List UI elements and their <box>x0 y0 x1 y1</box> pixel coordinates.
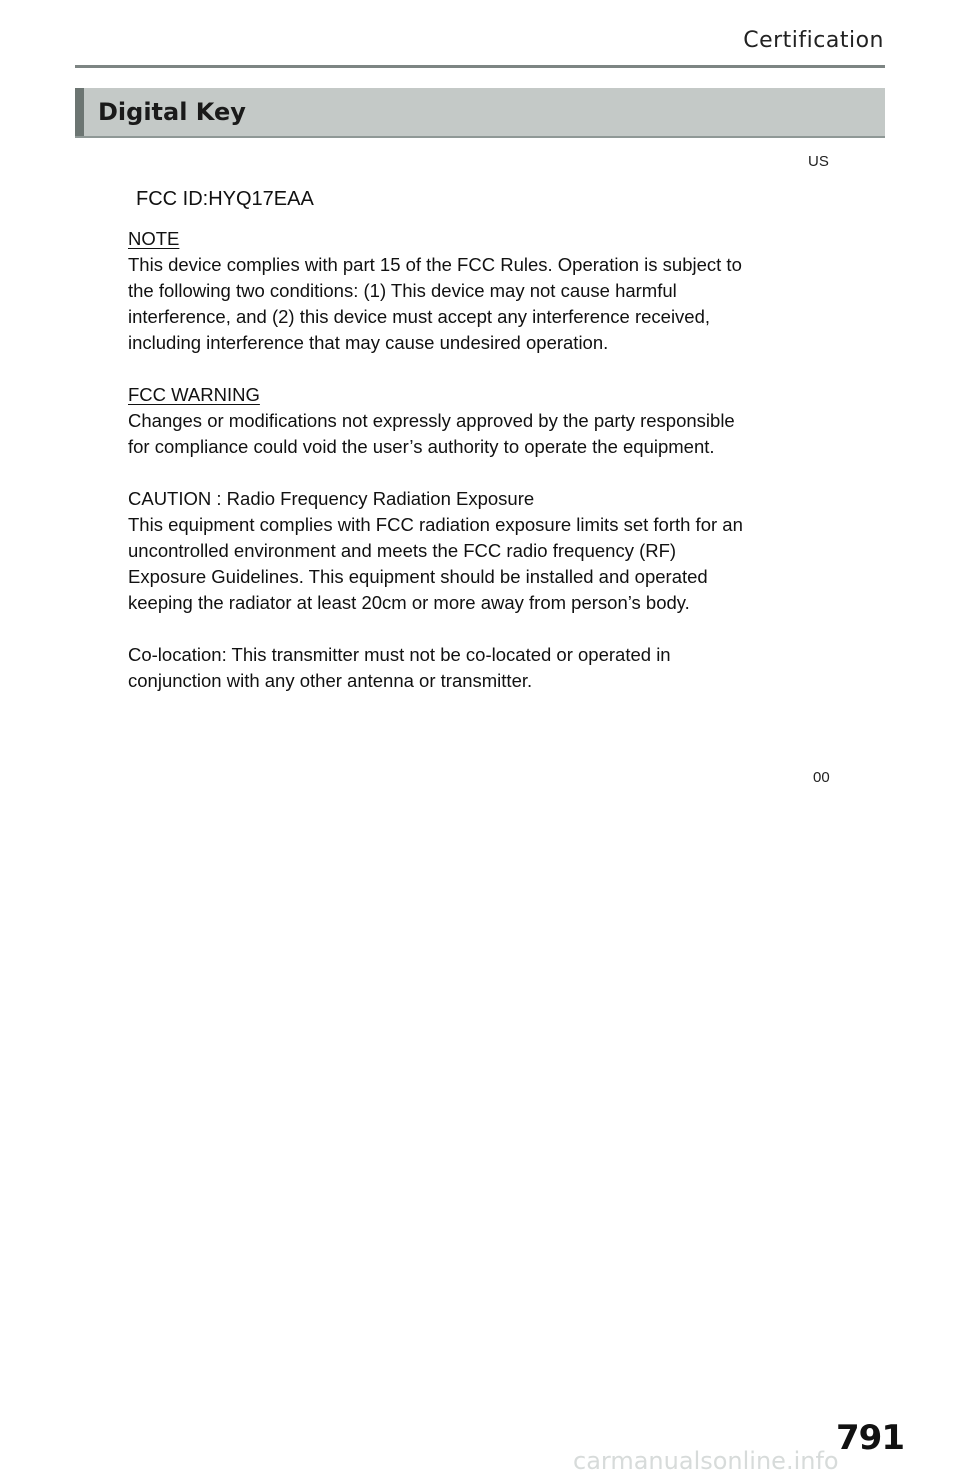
header-divider <box>75 65 885 68</box>
fcc-warning-title: FCC WARNING <box>128 384 260 405</box>
footer-code: 00 <box>813 769 830 786</box>
region-code: US <box>808 153 829 170</box>
note-title: NOTE <box>128 228 180 249</box>
fcc-warning-block <box>128 382 758 460</box>
page-number: 791 <box>836 1418 904 1458</box>
note-body: This device complies with part 15 of the FCC Rules. Operation is subject to the following two conditions: (1) This device may not cause harmful interference, and (2) this device must accept any interference received, including interference that may cause undesired operation. <box>128 254 742 353</box>
co-location-text: Co-location: This transmitter must not be co-located or operated in conjunction with any other antenna or transmitter. <box>128 644 671 691</box>
caution-title: CAUTION : Radio Frequency Radiation Exposure <box>128 488 535 509</box>
note-block <box>128 226 758 356</box>
watermark: carmanualsonline.info <box>573 1447 839 1475</box>
section-heading-bar <box>75 88 885 138</box>
caution-body: This equipment complies with FCC radiation exposure limits set forth for an uncontrolled environment and meets the FCC radio frequency (RF) Exposure Guidelines. This equipment should be installed and operated keeping the radiator at least 20cm or more away from person’s body. <box>128 514 743 613</box>
caution-block <box>128 486 758 616</box>
fcc-warning-body: Changes or modifications not expressly approved by the party responsible for compliance could void the user’s authority to operate the equipment. <box>128 410 735 457</box>
running-header: Certification <box>743 28 884 53</box>
section-bar-accent <box>75 88 84 136</box>
certification-text <box>128 226 758 720</box>
co-location-block <box>128 642 758 694</box>
fcc-id: FCC ID:HYQ17EAA <box>136 188 314 210</box>
section-title: Digital Key <box>98 98 246 126</box>
